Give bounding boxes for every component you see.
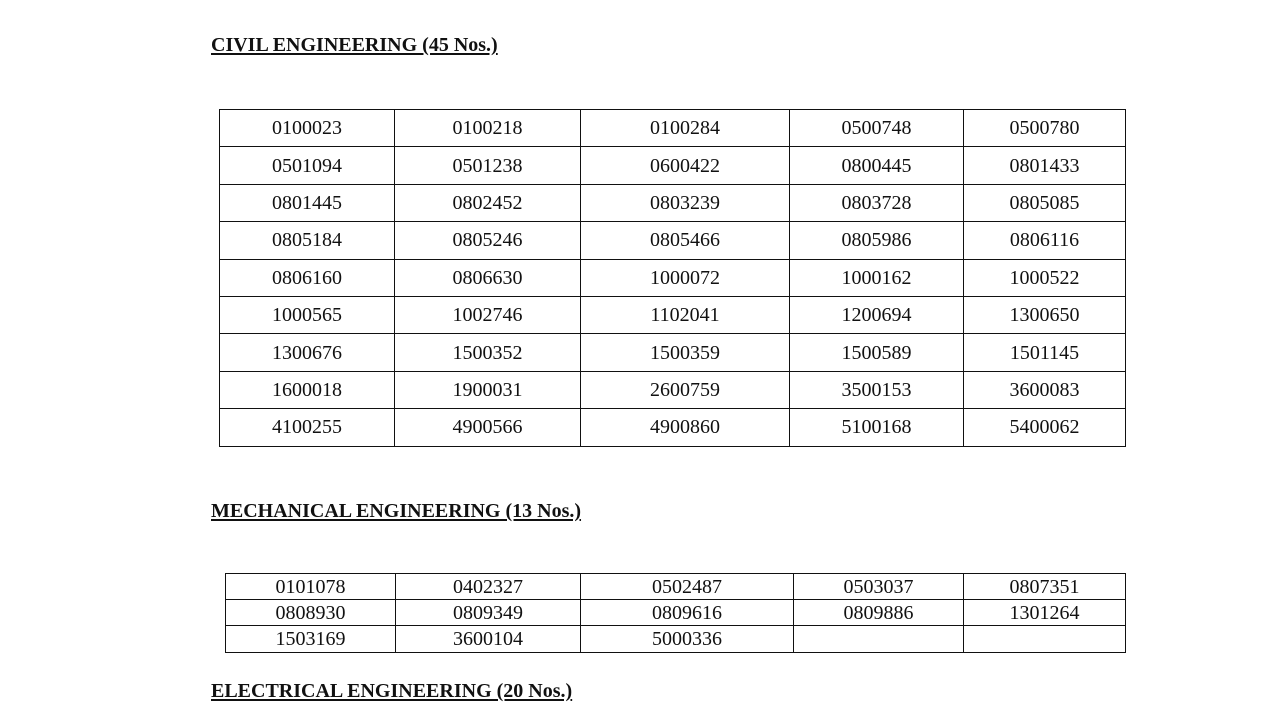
table-row <box>220 259 1126 296</box>
roll-number-cell: 0800445 <box>790 147 964 184</box>
roll-number-cell: 1500589 <box>790 334 964 371</box>
roll-number-cell: 1500352 <box>395 334 581 371</box>
table-row <box>220 110 1126 147</box>
roll-number-cell: 0801433 <box>964 147 1126 184</box>
empty-cell <box>794 626 964 652</box>
roll-number-cell: 1000565 <box>220 296 395 333</box>
roll-number-cell: 0805466 <box>581 222 790 259</box>
roll-number-cell: 0803239 <box>581 184 790 221</box>
table-row <box>220 334 1126 371</box>
roll-number-cell: 5000336 <box>581 626 794 652</box>
mechanical-engineering-heading: MECHANICAL ENGINEERING (13 Nos.) <box>211 500 582 522</box>
roll-number-cell: 1600018 <box>220 371 395 408</box>
roll-number-cell: 0600422 <box>581 147 790 184</box>
roll-number-cell: 1501145 <box>964 334 1126 371</box>
roll-number-cell: 0500748 <box>790 110 964 147</box>
roll-number-cell: 2600759 <box>581 371 790 408</box>
roll-number-cell: 0501238 <box>395 147 581 184</box>
roll-number-cell: 0502487 <box>581 574 794 600</box>
roll-number-cell: 0501094 <box>220 147 395 184</box>
table-row <box>220 147 1126 184</box>
empty-cell <box>964 626 1126 652</box>
table-row <box>220 184 1126 221</box>
table-row <box>220 409 1126 446</box>
roll-number-cell: 1200694 <box>790 296 964 333</box>
roll-number-cell: 0807351 <box>964 574 1126 600</box>
roll-number-cell: 0100284 <box>581 110 790 147</box>
roll-number-cell: 1300650 <box>964 296 1126 333</box>
roll-number-cell: 0808930 <box>226 600 396 626</box>
roll-number-cell: 0809349 <box>396 600 581 626</box>
roll-number-cell: 0805085 <box>964 184 1126 221</box>
roll-number-cell: 0806630 <box>395 259 581 296</box>
roll-number-cell: 0805246 <box>395 222 581 259</box>
table-row <box>220 296 1126 333</box>
roll-number-cell: 0802452 <box>395 184 581 221</box>
roll-number-cell: 0801445 <box>220 184 395 221</box>
roll-number-cell: 0500780 <box>964 110 1126 147</box>
roll-number-cell: 0809886 <box>794 600 964 626</box>
mechanical-engineering-table <box>225 573 1126 653</box>
roll-number-cell: 3500153 <box>790 371 964 408</box>
roll-number-cell: 3600083 <box>964 371 1126 408</box>
roll-number-cell: 0100218 <box>395 110 581 147</box>
roll-number-cell: 1000522 <box>964 259 1126 296</box>
roll-number-cell: 0805184 <box>220 222 395 259</box>
roll-number-cell: 0503037 <box>794 574 964 600</box>
roll-number-cell: 1503169 <box>226 626 396 652</box>
roll-number-cell: 1000162 <box>790 259 964 296</box>
table-row <box>226 574 1126 600</box>
roll-number-cell: 4900566 <box>395 409 581 446</box>
roll-number-cell: 1300676 <box>220 334 395 371</box>
table-row <box>226 626 1126 652</box>
roll-number-cell: 1000072 <box>581 259 790 296</box>
roll-number-cell: 3600104 <box>396 626 581 652</box>
table-row <box>220 222 1126 259</box>
roll-number-cell: 0806116 <box>964 222 1126 259</box>
table-row <box>226 600 1126 626</box>
roll-number-cell: 4900860 <box>581 409 790 446</box>
roll-number-cell: 0809616 <box>581 600 794 626</box>
civil-engineering-heading: CIVIL ENGINEERING (45 Nos.) <box>211 34 498 56</box>
roll-number-cell: 0101078 <box>226 574 396 600</box>
roll-number-cell: 1900031 <box>395 371 581 408</box>
roll-number-cell: 0100023 <box>220 110 395 147</box>
roll-number-cell: 5100168 <box>790 409 964 446</box>
roll-number-cell: 5400062 <box>964 409 1126 446</box>
roll-number-cell: 4100255 <box>220 409 395 446</box>
table-row <box>220 371 1126 408</box>
roll-number-cell: 1301264 <box>964 600 1126 626</box>
roll-number-cell: 1102041 <box>581 296 790 333</box>
roll-number-cell: 1500359 <box>581 334 790 371</box>
roll-number-cell: 0805986 <box>790 222 964 259</box>
roll-number-cell: 0803728 <box>790 184 964 221</box>
civil-engineering-table <box>219 109 1126 447</box>
electrical-engineering-heading: ELECTRICAL ENGINEERING (20 Nos.) <box>211 680 573 702</box>
roll-number-cell: 1002746 <box>395 296 581 333</box>
roll-number-cell: 0402327 <box>396 574 581 600</box>
roll-number-cell: 0806160 <box>220 259 395 296</box>
